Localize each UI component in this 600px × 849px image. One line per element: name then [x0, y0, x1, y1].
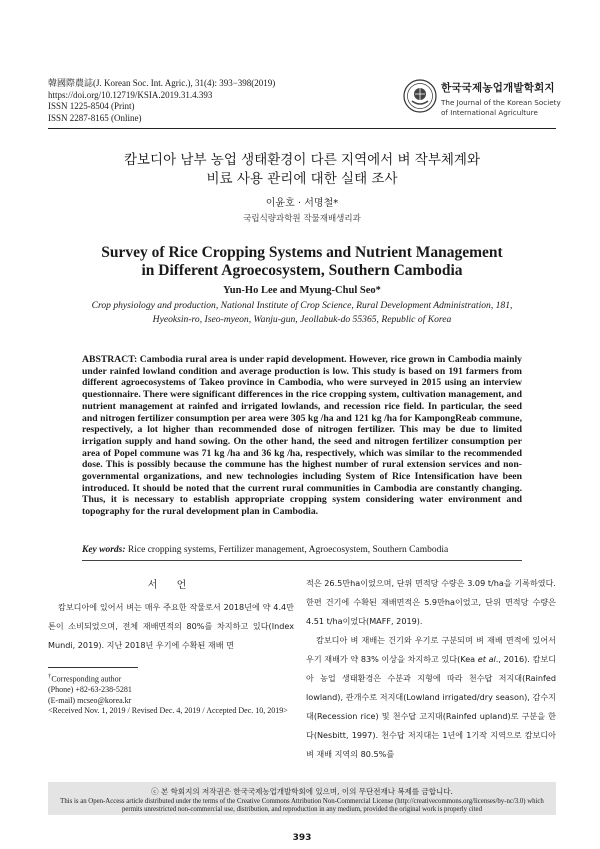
intro-paragraph-1: 캄보디아에 있어서 벼는 매우 주요한 작물로서 2018년에 약 4.4만톤이 소비되었으며, 전체 재배면적의 80%를 차지하고 있다(Index Mundi, 2019). 지난 2018년 우기에 수확된 재배 면 [48, 602, 294, 650]
intro-paragraph-2-part-a: 캄보디아 벼 재배는 건기와 우기로 구분되며 벼 재배 면적에 있어서 우기 재배가 약 83% 이상을 차지하고 있다(Kea [306, 635, 556, 664]
copyright-box [48, 782, 556, 815]
abstract: ABSTRACT: Cambodia rural area is under rapid development. However, rice grown in Cambodia mainly under rainfed lowland condition and average production is low. This study is based on 191 farmers from different agroecosystems of Takeo province in Cambodia, who were surveyed in 2015 using an interview questionnaire. There were significant differences in the rice cropping system, cultivation management, and nutrient management at rainfed and irrigated lowlands, and recession rice field. In particular, the seed and nitrogen fertilizer consumption per area were 305 kg /ha and 121 kg /ha for KampongReab commune, respectively, a lot higher than recommended dose of nitrogen fertilizer. This may be due to limited irrigation supply and hand sowing. On the other hand, the seed and nitrogen fertilizer consumption per area of Popel commune was 71 kg /ha and 36 kg /ha, respectively, which was similar to the recommended dose. This is possibly because the commune has the highest number of rural extension services and non-governmental organizations, and new technologies including System of Rice Intensification have been introduced. It should be noted that the current rural communities in Cambodia are constantly changing. Thus, it is necessary to establish appropriate cropping system considering water environment and topography for the rural development plan in Cambodia. [82, 354, 522, 518]
title-korean [48, 151, 556, 189]
affiliation-english-line1: Crop physiology and production, National Institute of Crop Science, Rural Development Administration, 181, [91, 300, 513, 311]
page-number: 393 [292, 833, 312, 843]
abstract-divider [82, 560, 522, 561]
intro-paragraph-2-etal: et al [477, 654, 496, 664]
copyright-english-1: This is an Open-Access article distributed under the terms of the Creative Commons Attribution Non-Commercial License (http://creativecommons.org/licenses/by-nc/3.0) which [60, 798, 544, 805]
affiliation-english-line2: Hyeoksin-ro, Iseo-myeon, Wanju-gun, Jeollabuk-do 55365, Republic of Korea [152, 314, 452, 325]
journal-header-info [48, 78, 275, 124]
affiliation-korean: 국립식량과학원 작물재배생리과 [243, 214, 361, 224]
title-korean-line2: 비료 사용 관리에 대한 실태 조사 [206, 171, 398, 187]
footnote-email[interactable]: (E-mail) mcseo@korea.kr [48, 695, 132, 705]
title-english-line2: in Different Agroecosystem, Southern Cambodia [141, 262, 463, 279]
intro-paragraph-2-part-b: ., 2016). 캄보디아 농업 생태환경은 수분과 지형에 따라 천수답 저지대(Rainfed lowland), 관개수로 저지대(Lowland irrigated/dry season), 감수지대(Recession rice) 및 천수답 고지대(Rainfed upland)로 구분을 한다(Nesbitt, 1997). 천수답 저지대는 1년에 1기작 지역으로 캄보디아 벼 재배 지역의 80.5%를 [306, 654, 557, 759]
footnote: †Corresponding author (Phone) +82-63-238-5281 (E-mail) mcseo@korea.kr <Received Nov. 1, 2019 / Revised Dec. 4, 2019 / Accepted Dec. 10, 2019> [48, 673, 288, 716]
footnote-divider [48, 667, 138, 668]
society-logo-icon [403, 79, 437, 113]
society-name-ko: 한국국제농업개발학회지 [441, 82, 555, 94]
affiliation-english [48, 299, 556, 327]
doi-link[interactable]: https://doi.org/10.12719/KSIA.2019.31.4.393 [48, 89, 213, 100]
copyright-korean: ⓒ 본 학회지의 저작권은 한국국제농업개발학회에 있으며, 이의 무단전재나 복제를 금합니다. [151, 787, 453, 796]
society-name-en-1: The Journal of the Korean Society [441, 98, 561, 107]
copyright-english-2: permits unrestricted non-commercial use, distribution, and reproduction in any medium, provided the original work is properly cited [122, 806, 482, 814]
title-korean-line1: 캄보디아 남부 농업 생태환경이 다른 지역에서 벼 작부체계와 [123, 152, 481, 168]
footnote-received-dates: <Received Nov. 1, 2019 / Revised Dec. 4, 2019 / Accepted Dec. 10, 2019> [48, 706, 288, 716]
society-name [441, 80, 561, 118]
society-name-en-2: of International Agriculture [441, 108, 538, 117]
issn-print: ISSN 1225-8504 (Print) [48, 101, 135, 111]
issn-online: ISSN 2287-8165 (Online) [48, 112, 142, 123]
keywords-text: Rice cropping systems, Fertilizer management, Agroecosystem, Southern Cambodia [127, 545, 449, 555]
intro-paragraph-1-cont: 적은 26.5만ha이었으며, 단위 면적당 수량은 3.09 t/ha을 기록하였다. 한편 건기에 수확된 재배면적은 5.9만ha이었고, 단위 면적당 수량은 4.51 t/ha이었다(MAFF, 2019). [306, 578, 556, 626]
intro-right-column [306, 574, 556, 764]
keywords [82, 545, 522, 555]
section-title-introduction: 서 언 [147, 580, 195, 591]
journal-citation: 韓國際農誌(J. Korean Soc. Int. Agric.), 31(4): 393−398(2019) [48, 78, 276, 88]
footnote-corresponding: Corresponding author [51, 674, 122, 684]
authors-korean: 이윤호 · 서명철* [265, 198, 339, 209]
header-divider [48, 128, 556, 129]
title-english [48, 244, 556, 280]
authors-english: Yun-Ho Lee and Myung-Chul Seo* [223, 285, 381, 296]
keywords-label: Key words: [82, 545, 126, 555]
footnote-phone: (Phone) +82-63-238-5281 [48, 685, 132, 695]
title-english-line1: Survey of Rice Cropping Systems and Nutrient Management [101, 244, 503, 261]
intro-left-column [48, 598, 294, 655]
intro-paragraph-2 [306, 631, 556, 764]
